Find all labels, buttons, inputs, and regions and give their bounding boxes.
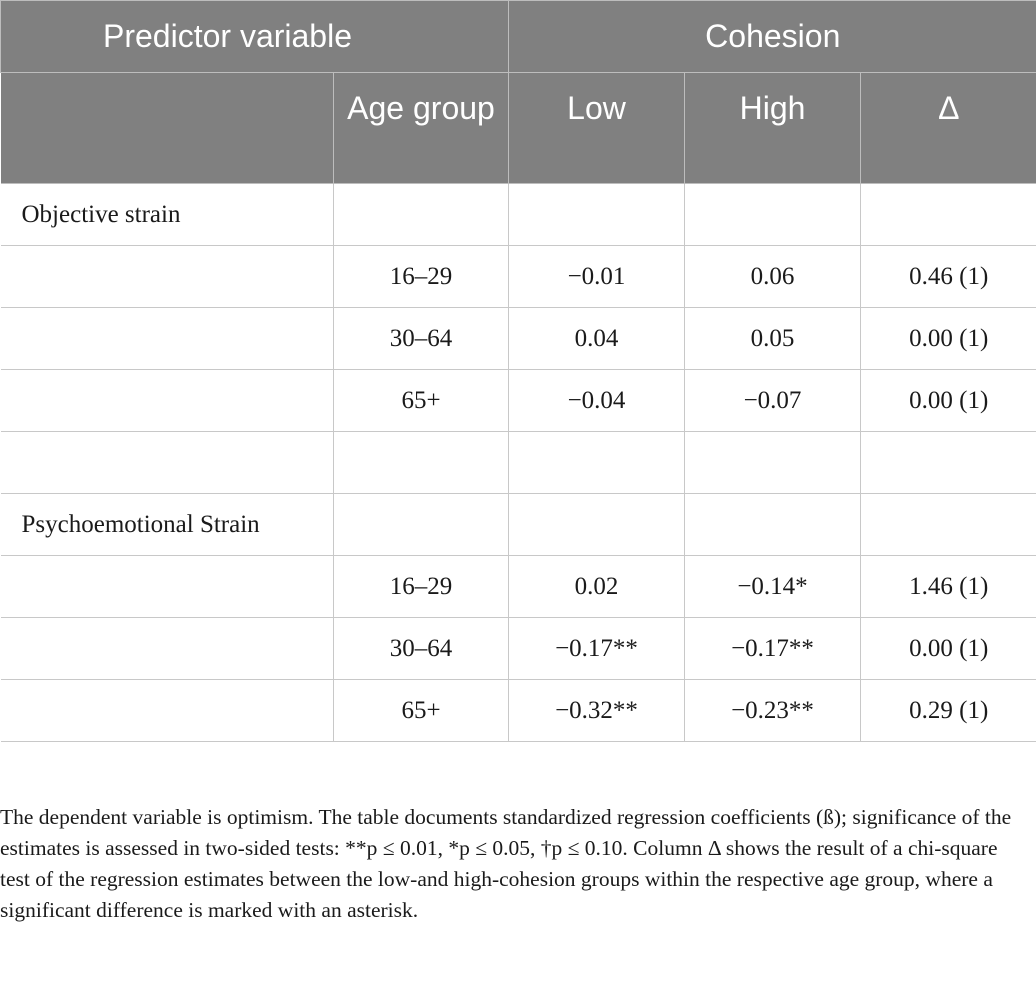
row-label — [1, 618, 334, 680]
header-low: Low — [509, 73, 685, 184]
cell-low: −0.32** — [509, 680, 685, 742]
header-row-2 — [1, 73, 1036, 184]
row-label — [1, 432, 334, 494]
cell-age-group: 65+ — [334, 680, 509, 742]
cell-low — [509, 184, 685, 246]
row-label: Psychoemotional Strain — [1, 494, 334, 556]
cell-delta — [861, 494, 1036, 556]
table-row — [1, 680, 1036, 742]
cell-high: −0.23** — [685, 680, 861, 742]
table-row — [1, 184, 1036, 246]
cell-low: −0.04 — [509, 370, 685, 432]
header-age-group: Age group — [334, 73, 509, 184]
row-label — [1, 370, 334, 432]
header-delta: Δ — [861, 73, 1036, 184]
cell-delta: 0.46 (1) — [861, 246, 1036, 308]
cell-high — [685, 432, 861, 494]
table-row — [1, 618, 1036, 680]
header-row-1 — [1, 1, 1036, 73]
cell-delta: 0.29 (1) — [861, 680, 1036, 742]
cell-age-group: 16–29 — [334, 246, 509, 308]
cell-delta: 0.00 (1) — [861, 308, 1036, 370]
cell-low: −0.01 — [509, 246, 685, 308]
header-high: High — [685, 73, 861, 184]
cell-delta: 1.46 (1) — [861, 556, 1036, 618]
cell-high: −0.17** — [685, 618, 861, 680]
cell-age-group — [334, 184, 509, 246]
table-row — [1, 246, 1036, 308]
table-row — [1, 432, 1036, 494]
row-label — [1, 246, 334, 308]
cell-delta — [861, 432, 1036, 494]
table-footnote: The dependent variable is optimism. The table documents standardized regression coefficients (ß); significance of the estimates is assessed in two-sided tests: **p ≤ 0.01, *p ≤ 0.05, †p ≤ 0.10. Column Δ shows the result of a chi-square test of the regression estimates between the low-and high-cohesion groups within the respective age group, where a significant difference is marked with an asterisk. — [0, 805, 1012, 922]
cell-low — [509, 432, 685, 494]
header-predictor-variable: Predictor variable — [1, 1, 509, 73]
cell-delta: 0.00 (1) — [861, 618, 1036, 680]
cell-age-group — [334, 432, 509, 494]
cell-age-group: 30–64 — [334, 618, 509, 680]
cell-age-group: 30–64 — [334, 308, 509, 370]
cell-low: 0.02 — [509, 556, 685, 618]
row-label: Objective strain — [1, 184, 334, 246]
cell-high: 0.06 — [685, 246, 861, 308]
cell-delta: 0.00 (1) — [861, 370, 1036, 432]
header-cohesion: Cohesion — [509, 1, 1036, 73]
cell-low — [509, 494, 685, 556]
cell-high — [685, 184, 861, 246]
row-label — [1, 556, 334, 618]
table-row — [1, 308, 1036, 370]
cell-low: −0.17** — [509, 618, 685, 680]
table-row — [1, 556, 1036, 618]
header-empty-cell — [1, 73, 334, 184]
cell-age-group — [334, 494, 509, 556]
cell-age-group: 65+ — [334, 370, 509, 432]
cell-high — [685, 494, 861, 556]
table-row — [1, 494, 1036, 556]
cell-age-group: 16–29 — [334, 556, 509, 618]
row-label — [1, 308, 334, 370]
row-label — [1, 680, 334, 742]
cell-high: −0.14* — [685, 556, 861, 618]
cell-low: 0.04 — [509, 308, 685, 370]
table-row — [1, 370, 1036, 432]
cell-delta — [861, 184, 1036, 246]
cell-high: −0.07 — [685, 370, 861, 432]
cell-high: 0.05 — [685, 308, 861, 370]
